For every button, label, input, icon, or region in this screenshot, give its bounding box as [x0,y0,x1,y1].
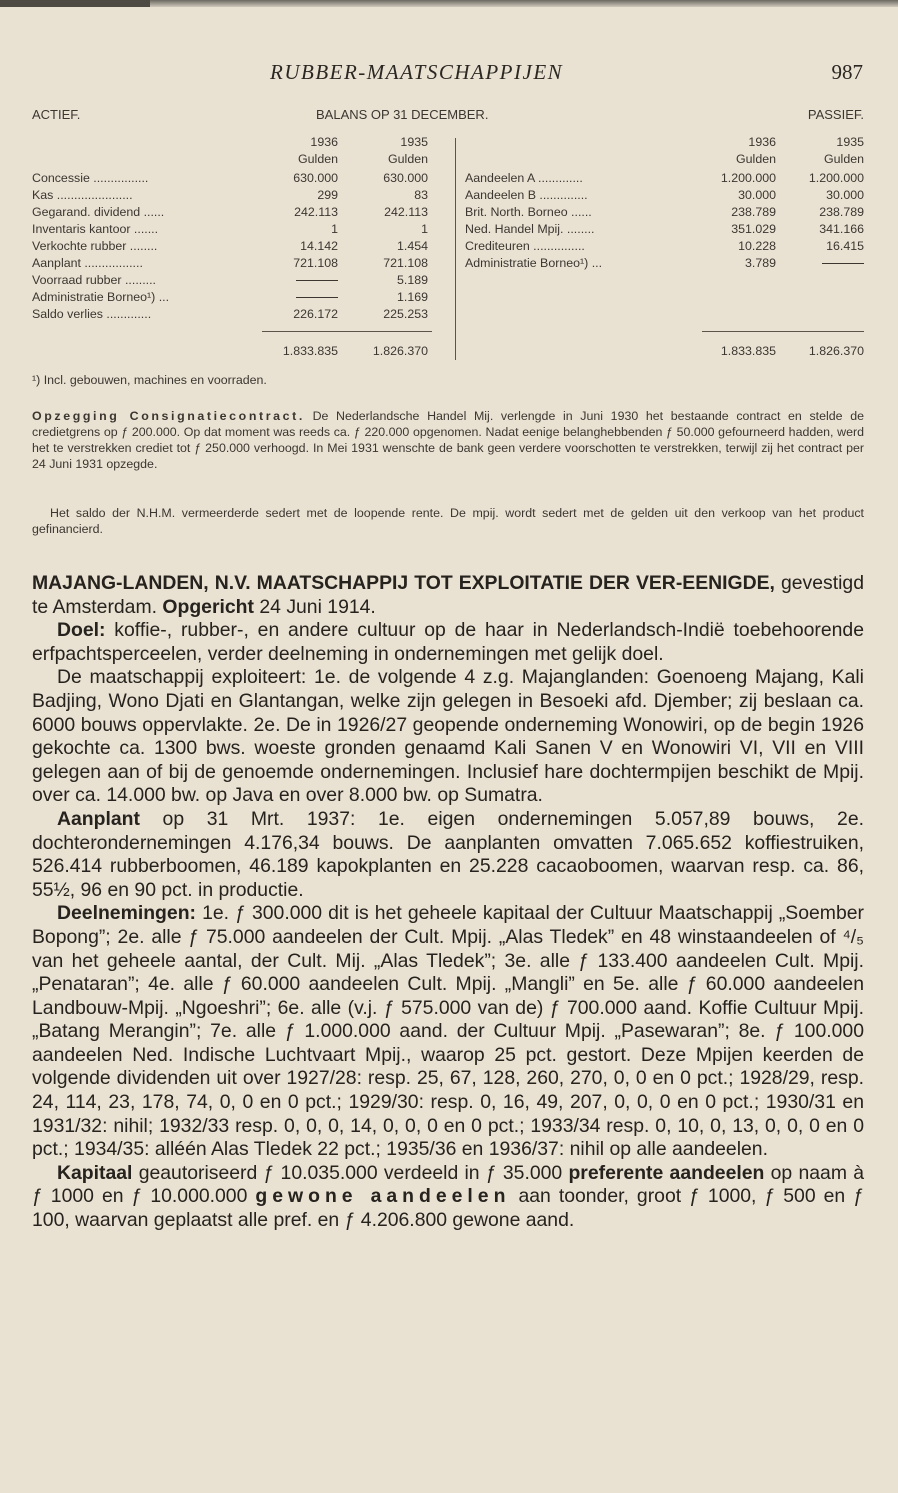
opgericht-value: 24 Juni 1914. [253,595,376,618]
balance-footnote: ¹) Incl. gebouwen, machines en voorraden. [32,373,267,387]
running-head [0,60,898,90]
asset-1936: 630.000 [293,171,338,185]
liability-1936: 1.200.000 [720,171,776,185]
liability-1935: 341.166 [819,222,864,236]
balance-divider [455,138,456,360]
asset-1935: 1.169 [396,290,428,304]
liab-year-1936: 1936 [748,135,776,149]
asset-label: Voorraad rubber ......... [32,273,156,287]
asset-label: Gegarand. dividend ...... [32,205,165,219]
doel-paragraph [32,619,864,666]
kapitaal-paragraph [32,1162,864,1233]
majang-location: gevestigd te Amsterdam. [32,572,864,618]
majang-intro [32,572,864,619]
page-top-edge [0,0,898,7]
assets-total-1935: 1.826.370 [372,344,428,358]
liability-1936: 238.789 [731,205,776,219]
balance-table [32,134,864,364]
assets-currency-1936: Gulden [298,152,338,166]
asset-1936: 721.108 [293,256,338,270]
gewone-label: gewone aandeelen [255,1185,511,1208]
asset-1935: 5.189 [396,273,428,287]
asset-1935: 225.253 [383,307,428,321]
liab-year-1935: 1935 [836,135,864,149]
asset-dash [258,272,338,288]
assets-year-1935: 1935 [400,135,428,149]
asset-1936: 226.172 [293,307,338,321]
opzegging-paragraph [32,408,864,472]
liability-label: Ned. Handel Mpij. ........ [465,222,595,236]
kapitaal-text-3: aan toonder, groot ƒ 1000, ƒ 500 en ƒ 100, waarvan geplaatst alle pref. en ƒ 4.206.800 gewone aand. [32,1185,864,1232]
asset-1935: 630.000 [383,171,428,185]
asset-label: Inventaris kantoor ....... [32,222,159,236]
liab-currency-1935: Gulden [824,152,864,166]
asset-label: Verkochte rubber ........ [32,239,158,253]
liability-label: Aandeelen B .............. [465,188,588,202]
exploit-paragraph: De maatschappij exploiteert: 1e. de volgende 4 z.g. Majanglanden: Goenoeng Majang, Kali Badjing, Wono Djati en Glantangan, welke zijn gelegen in Besoeki afd. Djember; zij beslaan ca. 6000 bouws oppervlakte. 2e. De in 1926/27 geopende onderneming Wonowiri, op de begin 1926 gekochte ca. 1300 bws. woeste gronden genaamd Kali Sanen V en Wonowiri VI, VII en VIII gelegen aan of bij de genoemde ondernemingen. Inclusief hare dochtermpijen beschikt de Mpij. over ca. 14.000 bw. op Java en over 8.000 bw. op Sumatra. [32,666,864,807]
liability-1936: 351.029 [731,222,776,236]
assets-total-1936: 1.833.835 [282,344,338,358]
liability-1936: 10.228 [738,239,776,253]
page-top-edge-dark [0,0,150,7]
asset-1936: 1 [331,222,338,236]
liab-total-1935: 1.826.370 [808,344,864,358]
opzegging-heading: Opzegging Consignatiecontract. [32,409,305,423]
majang-heading: MAJANG-LANDEN, N.V. MAATSCHAPPIJ TOT EXPLOITATIE DER VER-EENIGDE, [32,572,775,594]
aanplant-label: Aanplant [57,807,140,830]
asset-label: Kas ...................... [32,188,133,202]
deelnemingen-text: 1e. ƒ 300.000 dit is het geheele kapitaal der Cultuur Maatschappij „Soember Bopong”; 2e. alle ƒ 75.000 aandeelen der Cult. Mpij. „Alas Tledek” en 48 winstaandeelen of ⁴/₅ van het geheele aantal, der Cult. Mij. „Alas Tledek”; 3e. alle ƒ 133.400 aandeelen Cult. Mpij. „Penataran”; 4e. alle ƒ 60.000 aandeelen Cult. Mpij. „Mangli” en 5e. alle ƒ 60.000 aandeelen Landbouw-Mpij. „Ngoeshri”; 6e. alle (v.j. ƒ 575.000 van de) ƒ 700.000 aand. Koffie Cultuur Mpij. „Batang Merangin”; 7e. alle ƒ 1.000.000 aand. der Cultuur Mpij. „Pasewaran”; 8e. ƒ 100.000 aandeelen Ned. Indische Luchtvaart Mpij., waarop 25 pct. gestort. Deze Mpijen keerden de volgende dividenden uit over 1927/28: resp. 25, 67, 128, 260, 270, 0, 0 en 0 pct.; 1928/29, resp. 24, 114, 23, 178, 74, 0, 0 en 0 pct.; 1929/30: resp. 0, 16, 49, 207, 0, 0, 0 en 0 pct.; 1930/31 en 1931/32: nihil; 1932/33 resp. 0, 0, 0, 14, 0, 0, 0 en 0 pct.; 1933/34 resp. 0, 10, 0, 13, 0, 0, 0 en 0 pct.; 1934/35: alléén Alas Tledek 22 pct.; 1935/36 en 1936/37: nihil op alle aandeelen. [32,902,864,1161]
liability-1935: 30.000 [826,188,864,202]
asset-1935: 242.113 [384,205,428,219]
saldo-paragraph: Het saldo der N.H.M. vermeerderde sedert met de loopende rente. De mpij. wordt sedert met de gelden uit den verkoop van het product gefinancierd. [32,506,864,536]
opzegging-text: De Nederlandsche Handel Mij. verlengde in Juni 1930 het bestaande contract en stelde de credietgrens op ƒ 200.000. Op dat moment was reeds ca. ƒ 220.000 opgenomen. Nadat eenige belanghebbenden ƒ 50.000 gefourneerd hadden, werd het te verstrekken crediet tot ƒ 250.000 verhoogd. In Mei 1931 wenschte de bank geen verdere voorschotten te verstrekken, terwijl zij het contract per 24 Juni 1931 opzegde. [32,409,864,471]
asset-1935: 721.108 [383,256,428,270]
deelnemingen-label: Deelnemingen: [57,902,196,925]
liability-1935: 1.200.000 [808,171,864,185]
liability-label: Aandeelen A ............. [465,171,583,185]
asset-label: Saldo verlies ............. [32,307,152,321]
liability-1936: 30.000 [738,188,776,202]
assets-total-rule [262,331,432,332]
majang-section [32,572,864,1233]
liab-total-1936: 1.833.835 [720,344,776,358]
kapitaal-text-1: geautoriseerd ƒ 10.035.000 verdeeld in ƒ 35.000 [132,1161,569,1184]
asset-label: Concessie ................ [32,171,149,185]
assets-currency-1935: Gulden [388,152,428,166]
preferente-label: preferente aandeelen [568,1161,765,1184]
passief-label: PASSIEF. [807,107,864,122]
asset-dash [258,289,338,305]
asset-1936: 242.113 [294,205,338,219]
liability-label: Crediteuren ............... [465,239,585,253]
actief-label: ACTIEF. [32,107,81,122]
asset-1935: 83 [414,188,428,202]
asset-1935: 1.454 [396,239,428,253]
asset-1936: 299 [317,188,338,202]
balance-title: BALANS OP 31 DECEMBER. [316,107,489,122]
liability-1936: 3.789 [744,256,776,270]
kapitaal-text-2: op naam à ƒ 1000 en ƒ 10.000.000 [32,1161,865,1208]
liability-label: Brit. North. Borneo ...... [465,205,592,219]
opgericht-label: Opgericht [162,595,254,618]
kapitaal-label: Kapitaal [57,1161,133,1184]
asset-label: Aanplant ................. [32,256,143,270]
aanplant-paragraph [32,808,864,902]
liability-1935: 238.789 [819,205,864,219]
asset-label: Administratie Borneo¹) ... [32,290,170,304]
asset-1936: 14.142 [300,239,338,253]
liability-label: Administratie Borneo¹) ... [465,256,603,270]
asset-1935: 1 [421,222,428,236]
liability-1935: 16.415 [826,239,864,253]
assets-year-1936: 1936 [310,135,338,149]
liab-currency-1936: Gulden [736,152,776,166]
balance-header [32,107,864,125]
deelnemingen-paragraph [32,902,864,1162]
liab-total-rule [702,331,864,332]
liability-dash [784,255,864,271]
aanplant-text: op 31 Mrt. 1937: 1e. eigen ondernemingen 5.057,89 bouws, 2e. dochterondernemingen 4.176,34 bouws. De aanplanten omvatten 7.065.652 koffiestruiken, 526.414 rubberboomen, 46.189 kapokplanten en 25.228 cacaoboomen, waarvan resp. ca. 86, 55½, 96 en 90 pct. in productie. [32,807,864,901]
doel-label: Doel: [57,619,106,642]
doel-text: koffie-, rubber-, en andere cultuur op de haar in Nederlandsch-Indië toebehoorende erfpachtsperceelen, verder deelneming in ondernemingen met gelijk doel. [32,619,864,665]
page-number: 987 [831,60,863,84]
running-head-title: RUBBER-MAATSCHAPPIJEN [270,60,564,84]
